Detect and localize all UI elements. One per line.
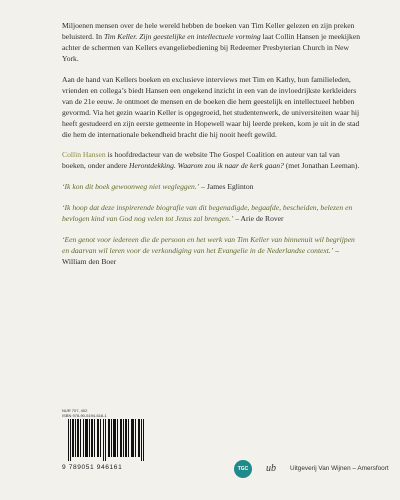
book-title: Tim Keller. Zijn geestelijke en intellectuele vorming [103,32,261,41]
author-name: Collin Hansen [62,150,106,159]
publisher-name: Uitgeverij Van Wijnen – Amersfoort [290,465,389,472]
quote-attribution: – Arie de Rover [233,214,284,223]
author-text-a: is hoofdredacteur van de website The Gospel Coalition en auteur van tal van boeken, onder andere [62,150,340,170]
quote-text: ‘Ik kon dit boek gewoonweg niet wegleggen.’ [62,182,200,191]
intro-text-b: laat Collin Hansen je meekijken achter de schermen van Kellers evangeliebediening bij Redeemer Presbyterian Church in New York. [62,32,360,63]
quote-3 [62,234,362,267]
barcode-icon [62,419,150,461]
intro-text-a: Miljoenen mensen over de hele wereld hebben de boeken van Tim Keller gelezen en zijn preken beluisterd. In [62,21,355,41]
quote-attribution: – James Eglinton [199,182,254,191]
intro-paragraph-2: Aan de hand van Kellers boeken en exclusieve interviews met Tim en Kathy, hun familieleden, vrienden en collega’s biedt Hansen een ongekend inzicht in een van de invloedrijkste kerkleiders van de 21e eeuw. Je ontmoet de mensen en de boeken die hem geestelijk en intellectueel hebben gevormd. Via het gezin waarin Keller is opgegroeid, het studentenwerk, de universiteiten waar hij heeft gestudeerd en zijn eerste gemeente in Hopewell waar hij leerde preken, kom je uit in de stad die hem de internationale bekendheid bracht die hij nooit heeft gewild. [62,75,360,139]
author-book-title: Herontdekking. Waarom zou ik naar de kerk gaan? [129,161,284,170]
quote-2 [62,202,362,224]
tgc-logo: TGC [234,460,252,478]
quote-1 [62,181,362,192]
quote-text: ‘Een genot voor iedereen die de persoon en het werk van Tim Keller van binnenuit wil begrijpen en daarvan wil leren voor de verkondiging van het Evangelie in de Nederlandse context.’ [62,235,355,255]
nur-code: NUR 707, 402 [62,408,88,413]
quote-text: ‘Ik hoop dat deze inspirerende biografie van dit begenadigde, begaafde, bescheiden, belezen en bevlogen kind van God nog velen tot Jezus zal brengen.’ [62,203,353,223]
quote-attribution: – William den Boer [62,246,340,266]
author-bio [62,149,362,171]
publisher-logo: ub [266,463,276,474]
back-cover-footer [62,408,389,478]
author-text-b: (met Jonathan Leeman). [283,161,360,170]
intro-section [62,20,362,140]
intro-paragraph-1 [62,20,362,64]
barcode-block [62,408,154,471]
back-cover-text [62,20,362,267]
barcode-digits: 9 789051 946161 [62,464,123,471]
isbn-label: ISBN 978-90-5194-616-1 [62,413,107,418]
